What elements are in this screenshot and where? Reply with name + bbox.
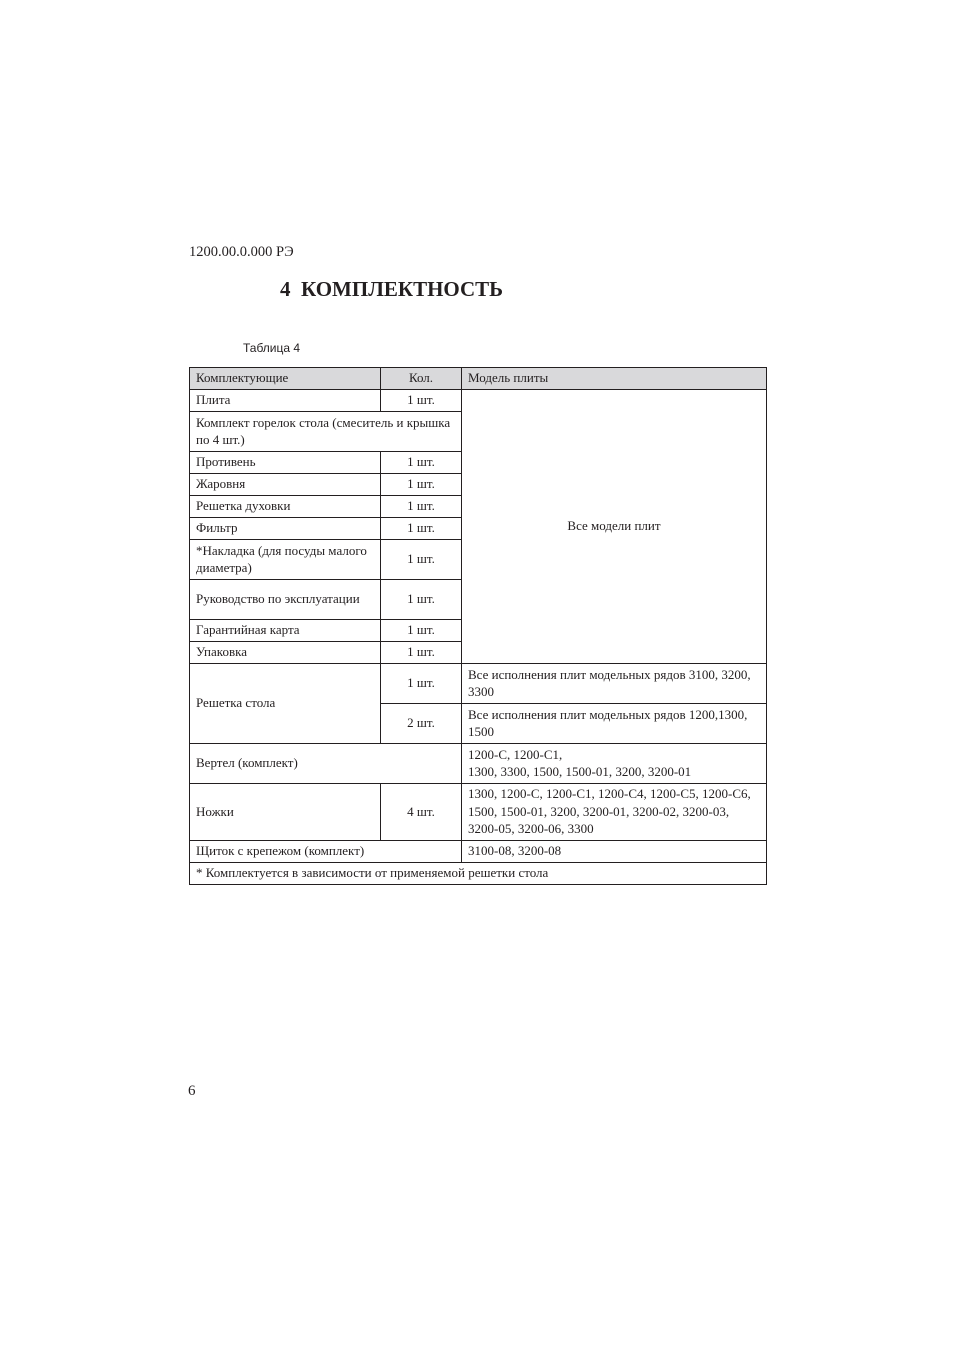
item-name: Упаковка xyxy=(190,642,381,664)
item-name: Решетка стола xyxy=(190,664,381,744)
model-list: 1300, 1200-С, 1200-С1, 1200-С4, 1200-С5, 1200-С6, 1500, 1500-01, 3200, 3200-01, 3200-02, 3200-03, 3200-05, 3200-06, 3300 xyxy=(462,784,767,841)
table-row xyxy=(190,841,767,863)
item-quantity: 1 шт. xyxy=(381,518,462,540)
item-quantity: 1 шт. xyxy=(381,664,462,704)
model-list: 3100-08, 3200-08 xyxy=(462,841,767,863)
table-footnote-row xyxy=(190,863,767,885)
item-quantity: 1 шт. xyxy=(381,540,462,580)
model-list: Все исполнения плит модельных рядов 3100, 3200, 3300 xyxy=(462,664,767,704)
model-list xyxy=(462,744,767,784)
table-row xyxy=(190,784,767,841)
page-number: 6 xyxy=(188,1083,196,1099)
header-components: Комплектующие xyxy=(190,368,381,390)
item-name: Жаровня xyxy=(190,474,381,496)
header-model: Модель плиты xyxy=(462,368,767,390)
item-name: Ножки xyxy=(190,784,381,841)
item-name: Гарантийная карта xyxy=(190,620,381,642)
item-quantity: 2 шт. xyxy=(381,704,462,744)
item-quantity: 1 шт. xyxy=(381,390,462,412)
model-list: Все исполнения плит модельных рядов 1200,1300, 1500 xyxy=(462,704,767,744)
item-name: *Накладка (для посуды малого диаметра) xyxy=(190,540,381,580)
item-quantity: 1 шт. xyxy=(381,474,462,496)
item-quantity: 1 шт. xyxy=(381,452,462,474)
model-list-line: 1300, 3300, 1500, 1500-01, 3200, 3200-01 xyxy=(468,764,692,779)
all-models-cell: Все модели плит xyxy=(462,390,767,664)
item-name: Руководство по эксплуатации xyxy=(190,580,381,620)
header-quantity: Кол. xyxy=(381,368,462,390)
item-quantity: 1 шт. xyxy=(381,496,462,518)
item-quantity: 1 шт. xyxy=(381,620,462,642)
document-code: 1200.00.0.000 РЭ xyxy=(189,244,294,260)
item-quantity: 1 шт. xyxy=(381,580,462,620)
model-list-line: 1200-С, 1200-С1, xyxy=(468,746,563,762)
components-table xyxy=(189,367,767,885)
item-name: Фильтр xyxy=(190,518,381,540)
item-quantity: 1 шт. xyxy=(381,642,462,664)
item-name: Противень xyxy=(190,452,381,474)
table-footnote: * Комплектуется в зависимости от применяемой решетки стола xyxy=(190,863,767,885)
table-row xyxy=(190,390,767,412)
table-row xyxy=(190,664,767,704)
table-caption: Таблица 4 xyxy=(243,341,301,355)
table-row xyxy=(190,744,767,784)
section-title: 4 КОМПЛЕКТНОСТЬ xyxy=(280,277,504,301)
item-name: Щиток с крепежом (комплект) xyxy=(190,841,462,863)
item-name: Плита xyxy=(190,390,381,412)
table-header-row xyxy=(190,368,767,390)
item-quantity: 4 шт. xyxy=(381,784,462,841)
item-name: Решетка духовки xyxy=(190,496,381,518)
item-name: Вертел (комплект) xyxy=(190,744,462,784)
item-name: Комплект горелок стола (смеситель и крышка по 4 шт.) xyxy=(190,412,462,452)
